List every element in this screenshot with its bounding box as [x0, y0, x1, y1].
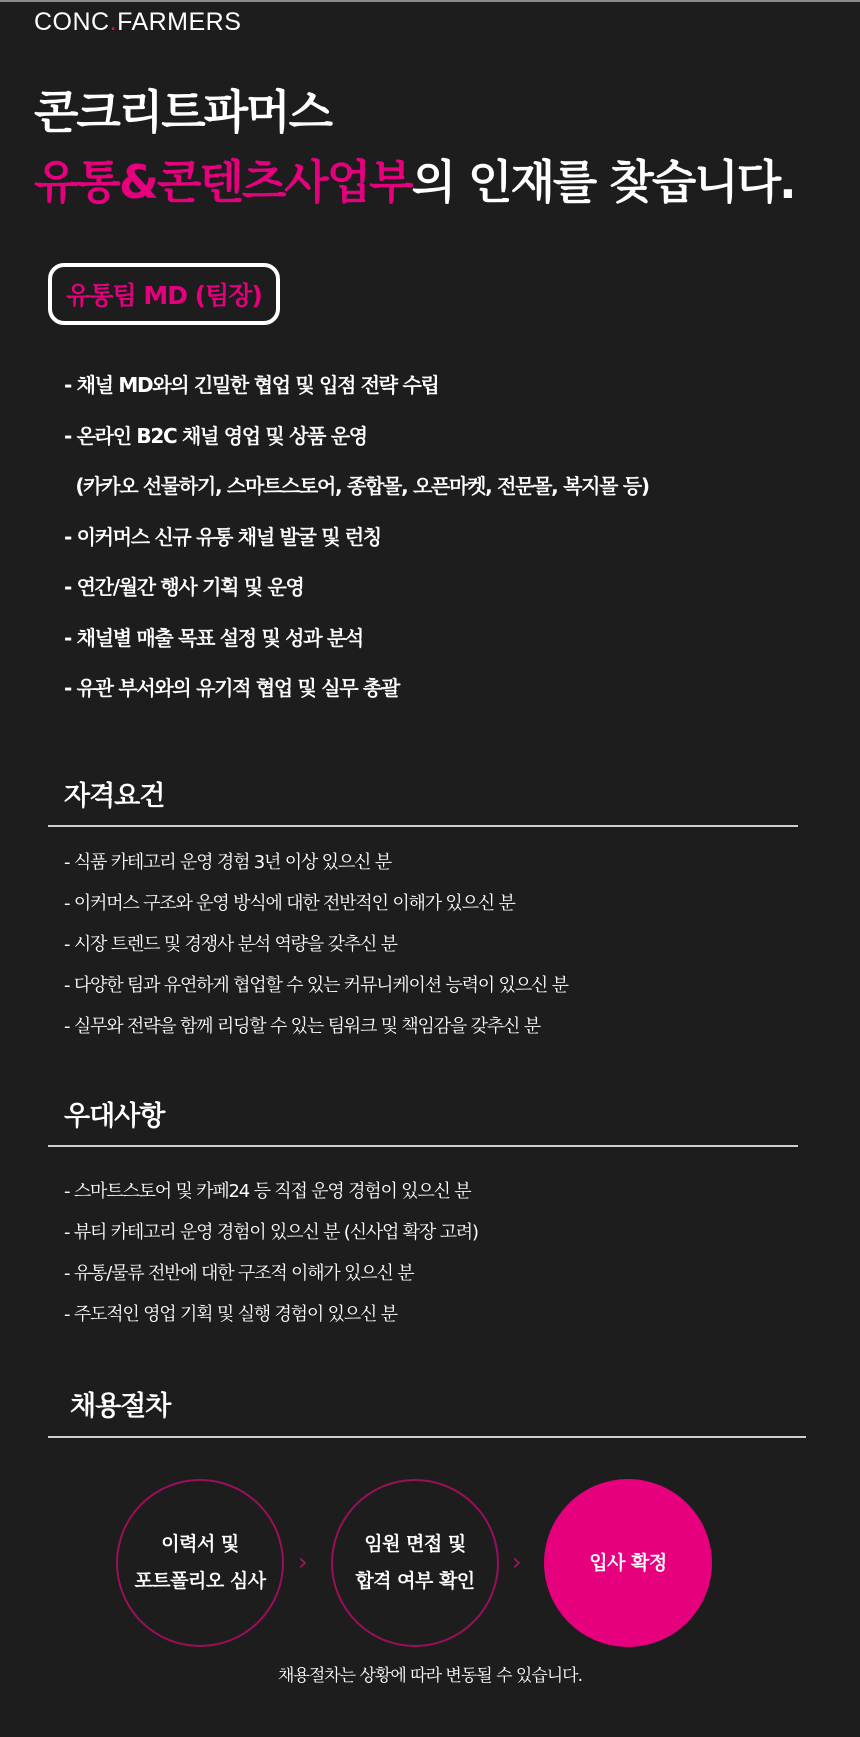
hero-division-name: 유통&콘텐츠사업부 — [34, 155, 412, 209]
step-label-line2: 합격 여부 확인 — [355, 1570, 475, 1592]
duty-item: - 유관 부서와의 유기적 협업 및 실무 총괄 — [64, 676, 399, 700]
duties-list — [64, 368, 649, 722]
preference-item: - 스마트스토어 및 카페24 등 직접 운영 경험이 있으신 분 — [64, 1181, 471, 1202]
step-label-line1: 임원 면접 및 — [364, 1533, 466, 1555]
hero-title-line2 — [34, 146, 795, 212]
preferences-heading: 우대사항 — [64, 1101, 165, 1132]
preference-item: - 유통/물류 전반에 대한 구조적 이해가 있으신 분 — [64, 1263, 414, 1284]
process-step-hire-confirmed — [544, 1479, 712, 1647]
hero-title-rest: 의 인재를 찾습니다. — [411, 155, 795, 209]
role-title: 유통팀 MD (팀장) — [66, 281, 262, 310]
role-badge — [48, 263, 280, 325]
duty-item: - 채널별 매출 목표 설정 및 성과 분석 — [64, 625, 363, 650]
step-label-line1: 입사 확정 — [589, 1551, 667, 1574]
preference-item: - 주도적인 영업 기획 및 실행 경험이 있으신 분 — [64, 1304, 397, 1325]
process-step-document-review — [116, 1479, 284, 1647]
qualifications-heading: 자격요건 — [64, 781, 165, 812]
qualifications-divider — [48, 825, 798, 827]
process-step-interview — [331, 1479, 499, 1647]
duty-item: - 온라인 B2C 채널 영업 및 상품 운영 — [64, 423, 367, 448]
logo-text-left: CONC — [34, 8, 110, 36]
hero-title-line1: 콘크리트파머스 — [34, 85, 332, 139]
chevron-right-icon: › — [512, 1548, 522, 1576]
brand-logo[interactable] — [34, 8, 241, 37]
qualification-item: - 실무와 전략을 함께 리딩할 수 있는 팀워크 및 책임감을 갖추신 분 — [64, 1016, 540, 1037]
duty-item: (카카오 선물하기, 스마트스토어, 종합몰, 오픈마켓, 전문몰, 복지몰 등) — [64, 474, 649, 498]
preference-item: - 뷰티 카테고리 운영 경험이 있으신 분 (신사업 확장 고려) — [64, 1222, 478, 1243]
qualification-item: - 시장 트렌드 및 경쟁사 분석 역량을 갖추신 분 — [64, 934, 397, 955]
step-label-line1: 이력서 및 — [161, 1533, 239, 1555]
chevron-right-icon: › — [298, 1548, 308, 1576]
duty-item: - 채널 MD와의 긴밀한 협업 및 입점 전략 수립 — [64, 373, 439, 397]
top-border — [0, 0, 860, 2]
qualification-item: - 식품 카테고리 운영 경험 3년 이상 있으신 분 — [64, 852, 391, 873]
preferences-list — [64, 1178, 478, 1342]
preferences-divider — [48, 1145, 798, 1147]
process-note: 채용절차는 상황에 따라 변동될 수 있습니다. — [277, 1666, 583, 1686]
qualification-item: - 다양한 팀과 유연하게 협업할 수 있는 커뮤니케이션 능력이 있으신 분 — [64, 975, 568, 996]
qualification-item: - 이커머스 구조와 운영 방식에 대한 전반적인 이해가 있으신 분 — [64, 893, 515, 914]
logo-dot: . — [109, 8, 118, 36]
duty-item: - 연간/월간 행사 기획 및 운영 — [64, 575, 304, 599]
duty-item: - 이커머스 신규 유통 채널 발굴 및 런칭 — [64, 524, 381, 549]
process-heading: 채용절차 — [70, 1391, 171, 1422]
logo-text-right: FARMERS — [117, 8, 242, 36]
qualifications-list — [64, 849, 568, 1054]
step-label-line2: 포트폴리오 심사 — [134, 1570, 266, 1592]
process-divider — [48, 1436, 806, 1438]
